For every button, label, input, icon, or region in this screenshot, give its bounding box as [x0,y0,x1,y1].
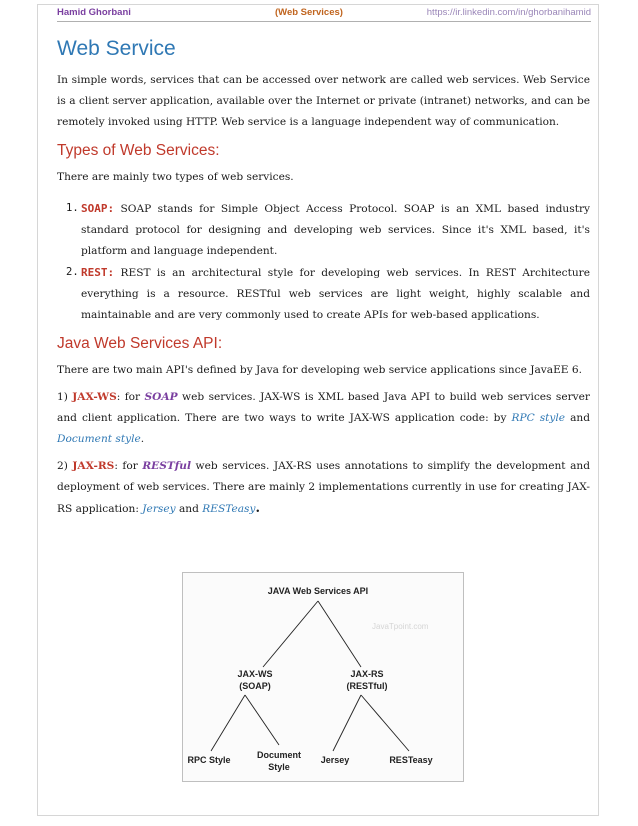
jersey-link: Jersey [142,503,176,515]
jax-rs-paragraph [57,456,590,520]
document-style-link: Document style [57,433,141,445]
types-list [57,198,590,326]
jax-rs-tech: RESTful [142,460,192,472]
diagram-root-node: JAVA Web Services API [267,586,369,596]
soap-keyword: SOAP: [81,202,115,215]
diagram-resteasy-leaf: RESTeasy [389,755,433,765]
jax-ws-text-c: and [565,412,590,424]
diagram-jax-ws-subtitle: (SOAP) [239,681,271,691]
jax-rs-text-end: . [255,501,260,516]
rpc-style-link: RPC style [511,412,566,424]
diagram-jax-ws-node: JAX-WS [237,669,273,679]
section-title-types: Types of Web Services: [57,142,220,159]
rest-description: REST is an architectural style for developing web services. In REST Architecture everything is a resource. RESTful web services are light weight, highly scalable and maintainable and are very commonly used to create APIs for web-based applications. [81,267,590,321]
section-title-web-service: Web Service [57,37,176,60]
header-author: Hamid Ghorbani [57,7,131,18]
diagram-jax-rs-node: JAX-RS [350,669,384,679]
diagram-watermark: JavaTpoint.com [372,622,429,631]
jax-ws-paragraph [57,387,590,450]
jax-rs-text-b: web services. JAX-RS uses annotations to simplify the development and deployment of web services. There are mainly 2 implementations currently in use for creating JAX-RS application: [57,460,591,515]
header-topic: (Web Services) [275,7,343,18]
list-item-soap [66,198,590,262]
document-body [57,36,590,520]
jax-ws-name: JAX-WS [72,391,117,403]
java-api-intro: There are two main API's defined by Java for developing web service applications since JavaEE 6. [57,364,583,376]
list-item-rest [66,262,590,326]
jax-ws-text-b: web services. JAX-WS is XML based Java API to build web services server and client application. There are two ways to write JAX-WS application code: by [57,391,590,424]
page-header [57,6,591,20]
diagram-jersey-leaf: Jersey [320,755,350,765]
list-number: 2. [66,266,79,278]
diagram-jax-rs-subtitle: (RESTful) [346,681,388,691]
diagram-document-leaf-line2: Style [268,762,290,772]
diagram-rpc-style-leaf: RPC Style [187,755,231,765]
java-web-services-diagram [182,572,464,782]
jax-rs-name: JAX-RS [72,460,115,472]
jax-rs-text-c: and [175,503,203,515]
jax-rs-text-a: : for [114,460,143,472]
jax-rs-number: 2) [57,460,73,472]
jax-ws-number: 1) [57,391,73,403]
header-link[interactable]: https://ir.linkedin.com/in/ghorbanihamid [426,7,591,18]
jax-ws-text-a: : for [116,391,145,403]
resteasy-link: RESTeasy [202,503,256,515]
jax-ws-text-end: . [140,433,145,445]
rest-keyword: REST: [81,266,115,279]
section-title-java-api: Java Web Services API: [57,335,223,352]
web-service-paragraph: In simple words, services that can be accessed over network are called web services. Web Service is a client server application, available over the Internet or private (intranet) networks, and can be remotely invoked using HTTP. Web service is a language independent way of communication. [57,74,590,128]
header-divider [57,21,591,22]
list-number: 1. [66,202,79,214]
diagram-document-leaf: Document [256,750,302,760]
soap-description: SOAP stands for Simple Object Access Protocol. SOAP is an XML based industry standard protocol for designing and developing web services. Since it's XML based, it's platform and language independent. [81,203,590,257]
jax-ws-tech: SOAP [144,391,178,403]
types-intro: There are mainly two types of web services. [57,171,294,183]
